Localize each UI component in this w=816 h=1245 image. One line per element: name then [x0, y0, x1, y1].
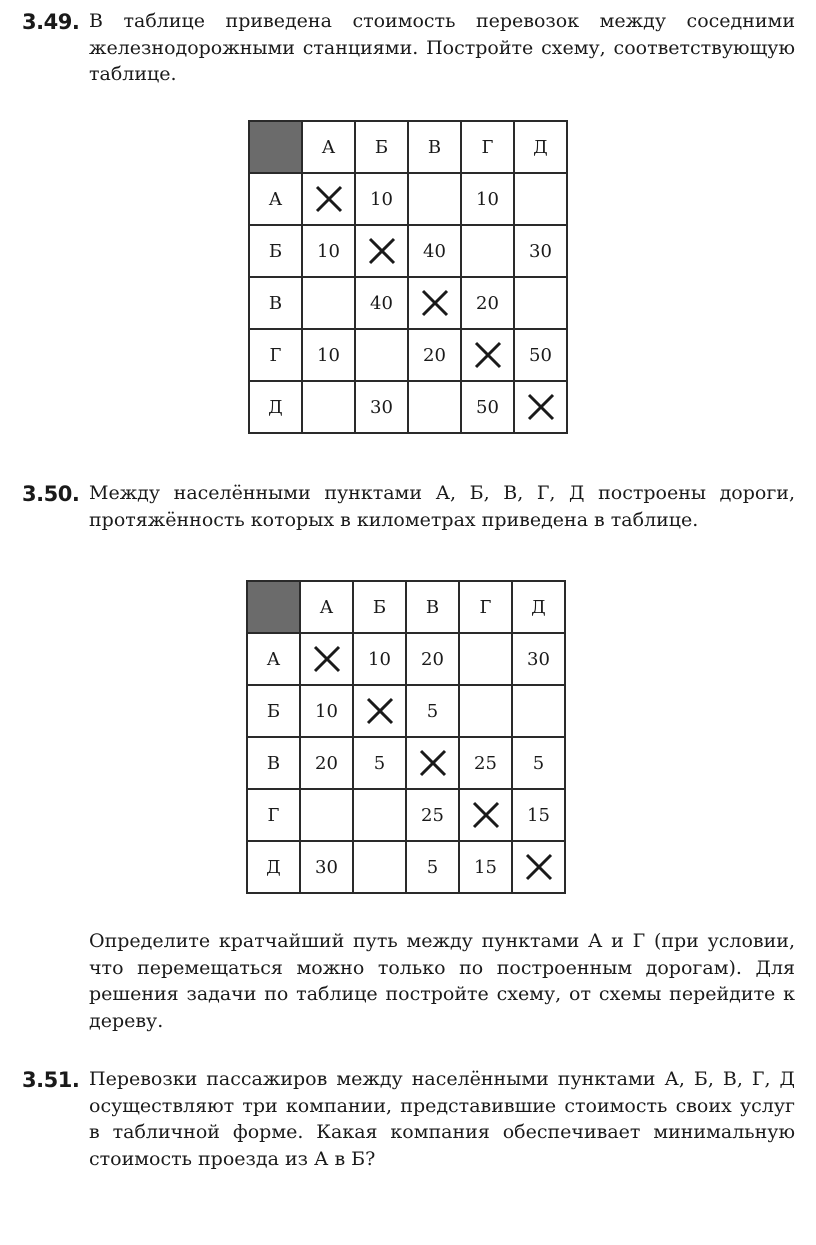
table-cell [355, 329, 408, 381]
table-cell: 20 [461, 277, 514, 329]
column-header: Д [512, 581, 565, 633]
cross-icon [312, 644, 342, 674]
cross-icon [473, 340, 503, 370]
table-cell [408, 381, 461, 433]
table-cell: 5 [353, 737, 406, 789]
table-row [247, 685, 565, 737]
table-row [249, 329, 567, 381]
diagonal-cell [355, 225, 408, 277]
diagonal-cell [461, 329, 514, 381]
corner-cell [247, 581, 300, 633]
table-cell [300, 789, 353, 841]
diagonal-cell [300, 633, 353, 685]
column-header: В [408, 121, 461, 173]
diagonal-cell [302, 173, 355, 225]
corner-cell [249, 121, 302, 173]
table-cell: 10 [461, 173, 514, 225]
cross-icon [365, 696, 395, 726]
table-cell [512, 685, 565, 737]
cost-table-3-49 [248, 120, 568, 434]
table-row [247, 737, 565, 789]
table-cell [353, 841, 406, 893]
table-row [247, 633, 565, 685]
table-cell: 40 [355, 277, 408, 329]
table-cell [459, 633, 512, 685]
table-cell: 30 [512, 633, 565, 685]
cross-icon [420, 288, 450, 318]
table-cell [353, 789, 406, 841]
cross-icon [471, 800, 501, 830]
table-cell [302, 277, 355, 329]
row-header: Г [247, 789, 300, 841]
table-row [249, 225, 567, 277]
distance-table-3-50 [246, 580, 566, 894]
row-header: Д [247, 841, 300, 893]
table-row [249, 173, 567, 225]
row-header: В [247, 737, 300, 789]
table-cell [302, 381, 355, 433]
table-cell: 30 [355, 381, 408, 433]
table-cell: 30 [300, 841, 353, 893]
task-question: Определите кратчайший путь между пунктами А и Г (при условии, что перемещаться можно только по построенным дорогам). Для решения задачи по таблице постройте схему, от схемы перейдите к дереву. [89, 930, 795, 1032]
column-header: Г [459, 581, 512, 633]
table-cell: 5 [406, 685, 459, 737]
cross-icon [314, 184, 344, 214]
table-cell: 10 [302, 329, 355, 381]
diagonal-cell [406, 737, 459, 789]
table-cell [514, 277, 567, 329]
table-cell [408, 173, 461, 225]
header-row [249, 121, 567, 173]
table-cell: 20 [406, 633, 459, 685]
table-cell [461, 225, 514, 277]
column-header: Д [514, 121, 567, 173]
task-number: 3.50. [22, 482, 80, 506]
diagonal-cell [514, 381, 567, 433]
table-cell: 30 [514, 225, 567, 277]
table-cell: 15 [512, 789, 565, 841]
task-text: В таблице приведена стоимость перевозок между соседними железнодорожными станциями. Постройте схему, соответствующую таблице. [89, 10, 795, 85]
column-header: А [300, 581, 353, 633]
column-header: В [406, 581, 459, 633]
cross-icon [367, 236, 397, 266]
diagonal-cell [408, 277, 461, 329]
table-cell: 50 [461, 381, 514, 433]
table-cell: 10 [302, 225, 355, 277]
row-header: Д [249, 381, 302, 433]
table-row [249, 277, 567, 329]
task-number: 3.51. [22, 1068, 80, 1092]
column-header: Б [355, 121, 408, 173]
table-cell [514, 173, 567, 225]
row-header: Г [249, 329, 302, 381]
table-row [247, 789, 565, 841]
table-cell: 10 [353, 633, 406, 685]
diagonal-cell [459, 789, 512, 841]
row-header: Б [249, 225, 302, 277]
task-text: Перевозки пассажиров между населёнными пунктами А, Б, В, Г, Д осуществляют три компании, представившие стоимость своих услуг в табличной форме. Какая компания обеспечивает минимальную стоимость проезда из А в Б? [89, 1068, 795, 1170]
row-header: В [249, 277, 302, 329]
row-header: А [247, 633, 300, 685]
table-cell: 25 [406, 789, 459, 841]
diagonal-cell [512, 841, 565, 893]
table-cell: 5 [406, 841, 459, 893]
table-cell: 10 [300, 685, 353, 737]
table-cell: 10 [355, 173, 408, 225]
cross-icon [526, 392, 556, 422]
table-cell: 20 [300, 737, 353, 789]
task-text: Между населёнными пунктами А, Б, В, Г, Д построены дороги, протяжённость которых в километрах приведена в таблице. [89, 482, 795, 531]
cross-icon [418, 748, 448, 778]
row-header: А [249, 173, 302, 225]
column-header: Б [353, 581, 406, 633]
table-cell: 20 [408, 329, 461, 381]
table-cell: 15 [459, 841, 512, 893]
diagonal-cell [353, 685, 406, 737]
row-header: Б [247, 685, 300, 737]
column-header: А [302, 121, 355, 173]
table-row [249, 381, 567, 433]
table-row [247, 841, 565, 893]
table-cell: 5 [512, 737, 565, 789]
column-header: Г [461, 121, 514, 173]
task-number: 3.49. [22, 10, 80, 34]
table-cell: 40 [408, 225, 461, 277]
cross-icon [524, 852, 554, 882]
table-cell: 50 [514, 329, 567, 381]
table-cell: 25 [459, 737, 512, 789]
header-row [247, 581, 565, 633]
table-cell [459, 685, 512, 737]
